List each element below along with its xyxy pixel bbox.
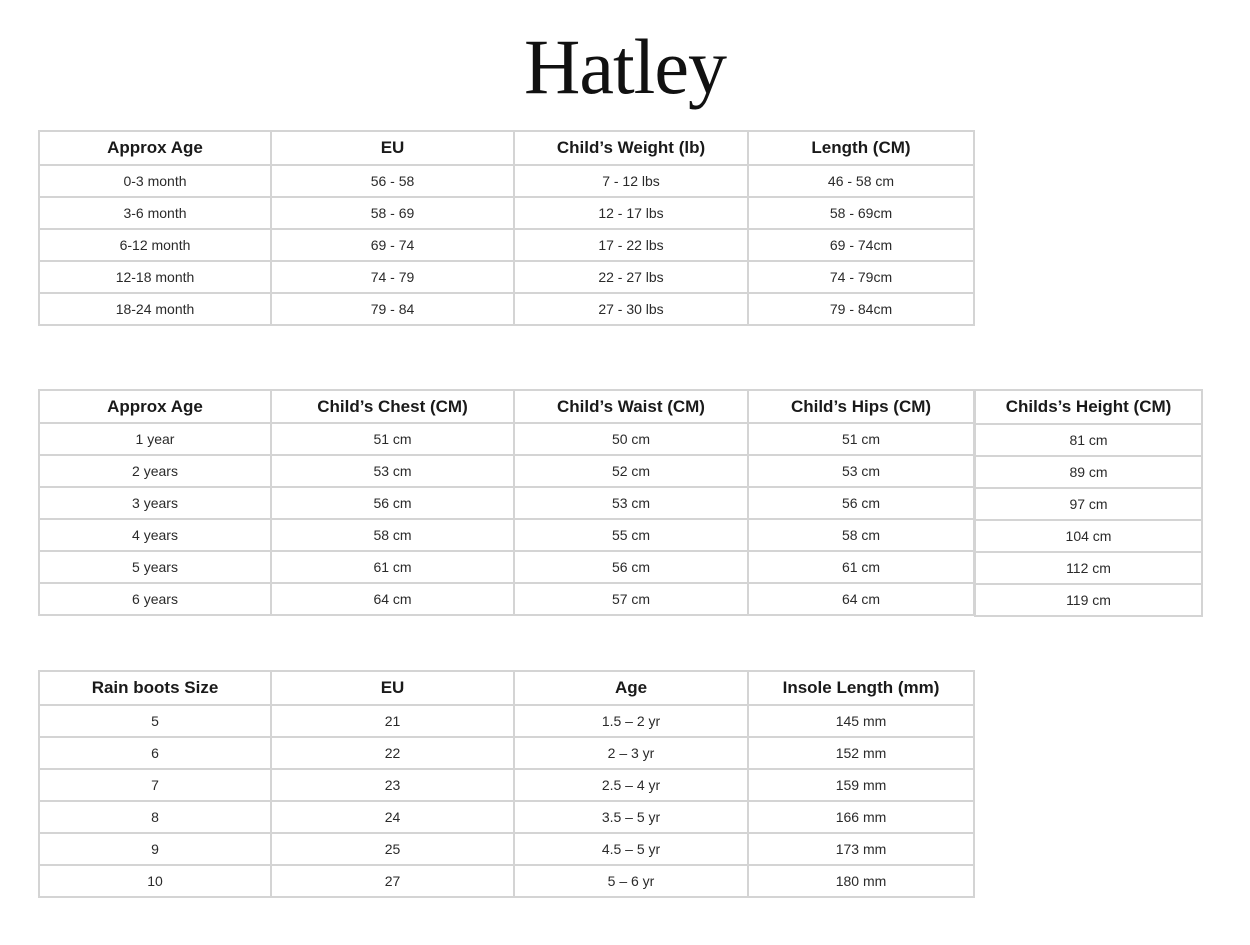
table-cell: 61 cm [748,551,974,583]
table-row [39,737,974,769]
table-cell: 97 cm [975,488,1202,520]
table-cell: 152 mm [748,737,974,769]
table-cell: 1.5 – 2 yr [514,705,748,737]
table-row [975,456,1202,488]
table-header-row [39,390,974,423]
table-cell: 74 - 79cm [748,261,974,293]
table-cell: 25 [271,833,514,865]
table-row [39,519,974,551]
rain-boots-table [38,670,975,898]
table-cell: 4.5 – 5 yr [514,833,748,865]
table-cell: 3-6 month [39,197,271,229]
table-cell: 3.5 – 5 yr [514,801,748,833]
table-cell: 58 cm [748,519,974,551]
table-row [39,293,974,325]
table-cell: 89 cm [975,456,1202,488]
table-cell: 6 years [39,583,271,615]
table-cell: 22 [271,737,514,769]
table-cell: 145 mm [748,705,974,737]
table-cell: 51 cm [271,423,514,455]
table-cell: 7 [39,769,271,801]
table-cell: 52 cm [514,455,748,487]
table-row [39,487,974,519]
table-cell: 27 [271,865,514,897]
table-cell: 12-18 month [39,261,271,293]
table-row [975,552,1202,584]
table-cell: 10 [39,865,271,897]
table-cell: 50 cm [514,423,748,455]
table-cell: 173 mm [748,833,974,865]
table-cell: 64 cm [748,583,974,615]
table-row [39,705,974,737]
table-cell: 53 cm [748,455,974,487]
column-header: Child’s Chest (CM) [271,390,514,423]
table-row [975,584,1202,616]
table-row [975,488,1202,520]
column-header: Child’s Waist (CM) [514,390,748,423]
table-row [39,423,974,455]
table-cell: 8 [39,801,271,833]
table-cell: 69 - 74 [271,229,514,261]
column-header: EU [271,131,514,165]
table-cell: 58 - 69cm [748,197,974,229]
table-cell: 1 year [39,423,271,455]
table-cell: 112 cm [975,552,1202,584]
table-cell: 2.5 – 4 yr [514,769,748,801]
table-cell: 6-12 month [39,229,271,261]
table-cell: 166 mm [748,801,974,833]
table-cell: 58 cm [271,519,514,551]
table-row [39,455,974,487]
table-cell: 46 - 58 cm [748,165,974,197]
table-header-row [39,671,974,705]
table-cell: 55 cm [514,519,748,551]
column-header: Child’s Weight (lb) [514,131,748,165]
table-cell: 180 mm [748,865,974,897]
baby-size-table [38,130,975,326]
table-row [39,583,974,615]
table-row [39,769,974,801]
table-cell: 56 cm [514,551,748,583]
table-row [39,165,974,197]
table-row [39,551,974,583]
column-header: Childs’s Height (CM) [975,390,1202,424]
table-cell: 5 years [39,551,271,583]
table-cell: 74 - 79 [271,261,514,293]
table-cell: 79 - 84cm [748,293,974,325]
height-table [974,389,1203,617]
table-cell: 104 cm [975,520,1202,552]
table-cell: 58 - 69 [271,197,514,229]
table-header-row [39,131,974,165]
column-header: Child’s Hips (CM) [748,390,974,423]
table-cell: 18-24 month [39,293,271,325]
table-row [975,424,1202,456]
table-cell: 12 - 17 lbs [514,197,748,229]
table-cell: 53 cm [271,455,514,487]
table-cell: 51 cm [748,423,974,455]
column-header: EU [271,671,514,705]
column-header: Age [514,671,748,705]
table-cell: 69 - 74cm [748,229,974,261]
table-cell: 7 - 12 lbs [514,165,748,197]
column-header: Approx Age [39,131,271,165]
table-cell: 22 - 27 lbs [514,261,748,293]
column-header: Rain boots Size [39,671,271,705]
table-cell: 5 – 6 yr [514,865,748,897]
table-row [39,197,974,229]
brand-logo: Hatley [524,23,726,110]
table-cell: 24 [271,801,514,833]
table-cell: 0-3 month [39,165,271,197]
table-cell: 119 cm [975,584,1202,616]
table-cell: 5 [39,705,271,737]
table-cell: 27 - 30 lbs [514,293,748,325]
table-cell: 23 [271,769,514,801]
table-cell: 3 years [39,487,271,519]
table-row [39,229,974,261]
table-row [39,833,974,865]
table-row [975,520,1202,552]
table-row [39,865,974,897]
table-cell: 79 - 84 [271,293,514,325]
table-cell: 53 cm [514,487,748,519]
table-cell: 61 cm [271,551,514,583]
table-cell: 17 - 22 lbs [514,229,748,261]
column-header: Length (CM) [748,131,974,165]
table-cell: 56 cm [271,487,514,519]
table-header-row [975,390,1202,424]
table-cell: 4 years [39,519,271,551]
table-cell: 6 [39,737,271,769]
table-row [39,261,974,293]
table-cell: 57 cm [514,583,748,615]
table-cell: 56 - 58 [271,165,514,197]
table-cell: 2 years [39,455,271,487]
table-cell: 64 cm [271,583,514,615]
table-cell: 81 cm [975,424,1202,456]
table-cell: 159 mm [748,769,974,801]
column-header: Insole Length (mm) [748,671,974,705]
table-cell: 56 cm [748,487,974,519]
kids-measurement-table [38,389,975,616]
column-header: Approx Age [39,390,271,423]
table-cell: 9 [39,833,271,865]
table-cell: 21 [271,705,514,737]
table-row [39,801,974,833]
table-cell: 2 – 3 yr [514,737,748,769]
